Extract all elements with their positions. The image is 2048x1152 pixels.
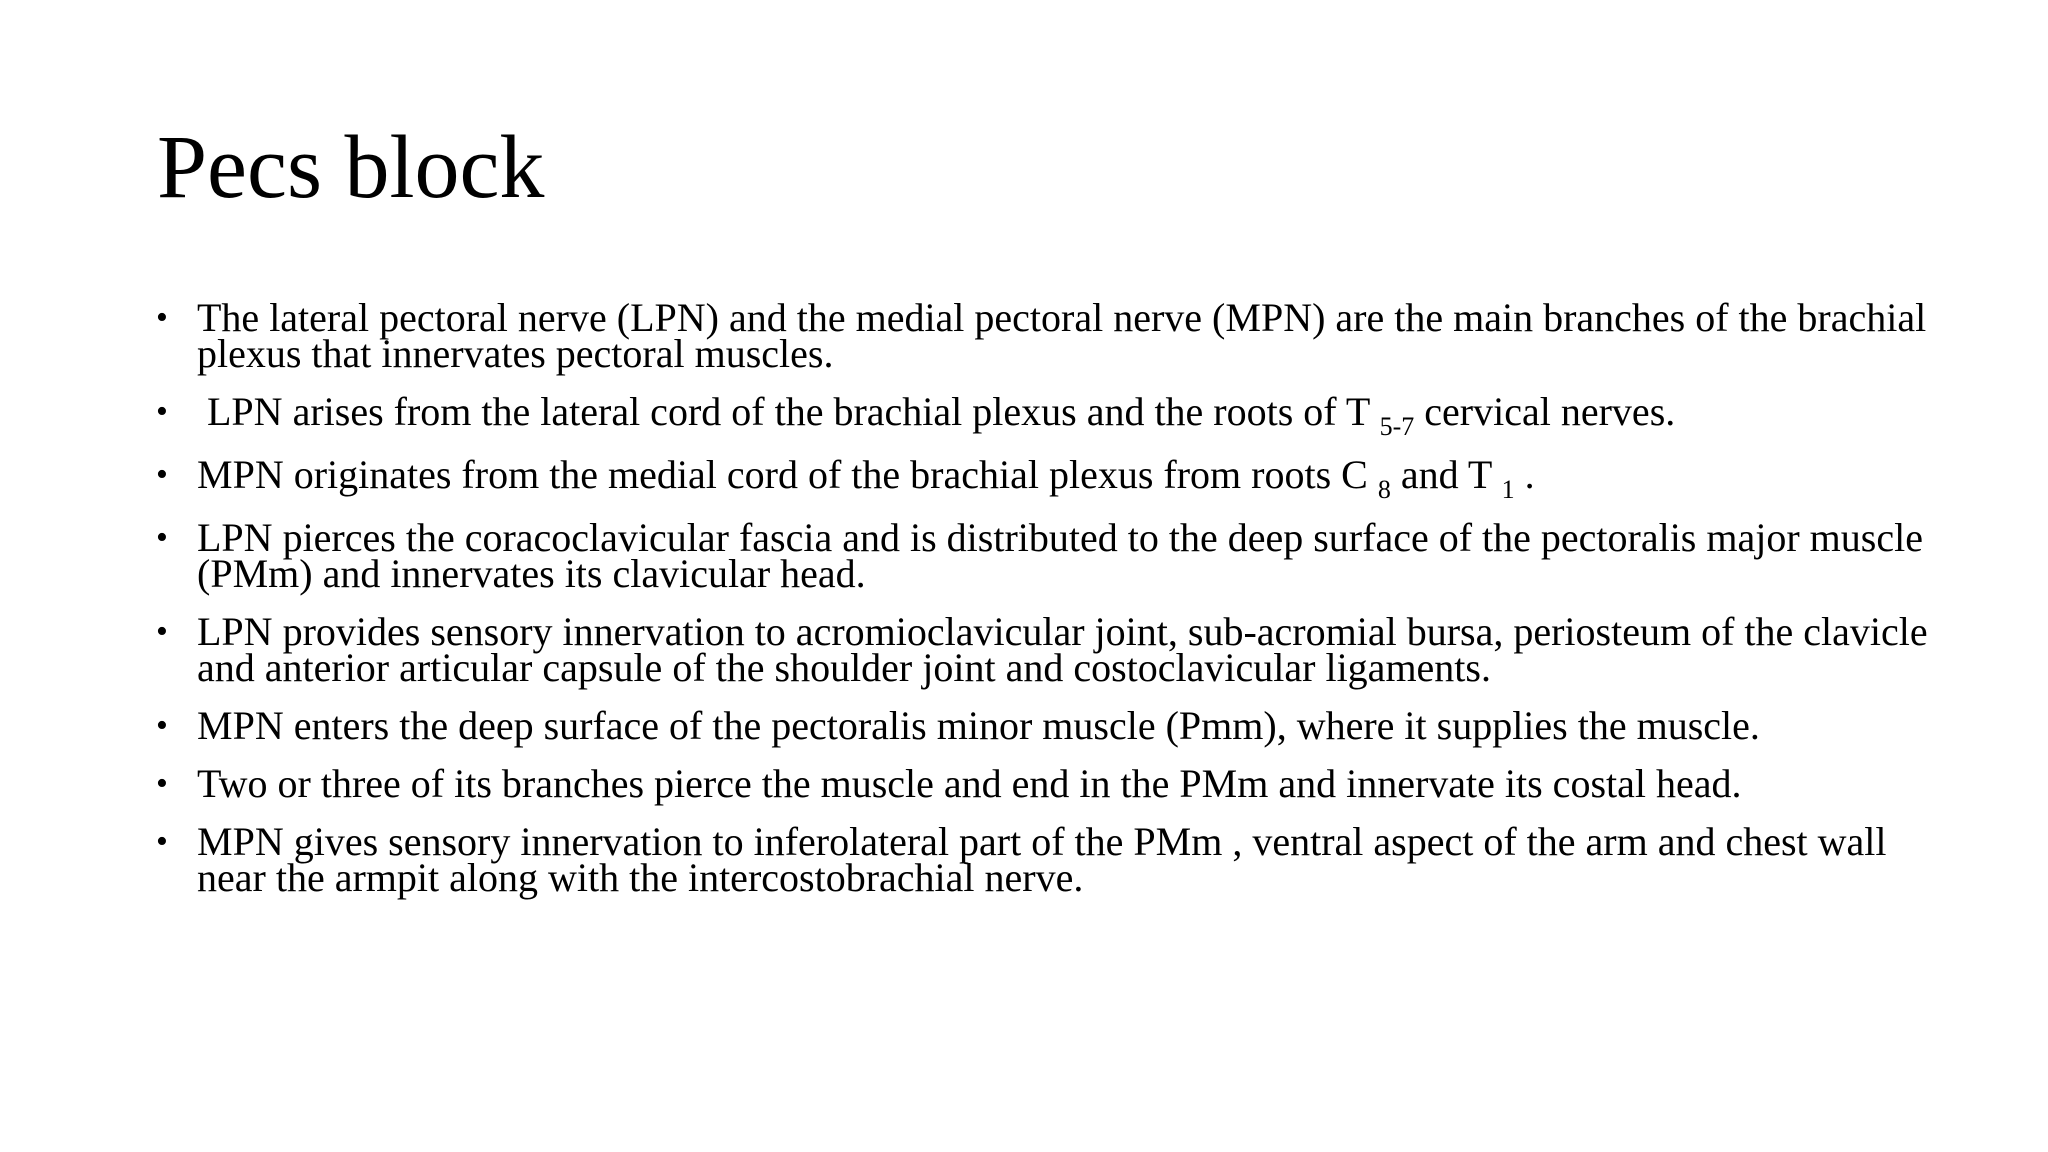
bullet-item: [150, 515, 1930, 596]
bullet-item: [150, 819, 1930, 900]
bullet-text: [197, 452, 1535, 504]
bullet-text: MPN enters the deep surface of the pectoralis minor muscle (Pmm), where it supplies the muscle.: [197, 703, 1760, 748]
bullet-text: [197, 389, 1676, 441]
subscript: 1: [1501, 475, 1515, 504]
bullet-item: [150, 295, 1930, 376]
bullet-marker: •: [156, 613, 168, 650]
bullet-list: [150, 295, 1930, 918]
bullet-item: [150, 609, 1930, 690]
subscript: 8: [1377, 475, 1391, 504]
bullet-text-segment: cervical nerves.: [1414, 389, 1676, 434]
bullet-item: [150, 452, 1930, 504]
bullet-marker: •: [156, 393, 168, 430]
bullet-text-segment: .: [1514, 452, 1535, 497]
bullet-text: LPN provides sensory innervation to acromioclavicular joint, sub-acromial bursa, periosteum of the clavicle and anterior articular capsule of the shoulder joint and costoclavicular ligaments.: [197, 609, 1928, 690]
subscript: 5-7: [1379, 412, 1415, 441]
bullet-text-segment: LPN arises from the lateral cord of the brachial plexus and the roots of T: [197, 389, 1380, 434]
bullet-marker: •: [156, 707, 168, 744]
bullet-marker: •: [156, 823, 168, 860]
bullet-text: LPN pierces the coracoclavicular fascia and is distributed to the deep surface of the pectoralis major muscle (PMm) and innervates its clavicular head.: [197, 515, 1923, 596]
bullet-text-segment: and T: [1390, 452, 1502, 497]
bullet-marker: •: [156, 299, 168, 336]
bullet-item: [150, 703, 1930, 748]
bullet-text: Two or three of its branches pierce the muscle and end in the PMm and innervate its costal head.: [197, 761, 1742, 806]
bullet-marker: •: [156, 519, 168, 556]
slide-title: Pecs block: [157, 118, 545, 217]
bullet-item: [150, 389, 1930, 441]
bullet-marker: •: [156, 765, 168, 802]
bullet-text-segment: MPN originates from the medial cord of the brachial plexus from roots C: [197, 452, 1378, 497]
bullet-text: MPN gives sensory innervation to inferolateral part of the PMm , ventral aspect of the arm and chest wall near the armpit along with the intercostobrachial nerve.: [197, 819, 1887, 900]
bullet-marker: •: [156, 456, 168, 493]
bullet-item: [150, 761, 1930, 806]
bullet-text: The lateral pectoral nerve (LPN) and the medial pectoral nerve (MPN) are the main branches of the brachial plexus that innervates pectoral muscles.: [197, 295, 1927, 376]
